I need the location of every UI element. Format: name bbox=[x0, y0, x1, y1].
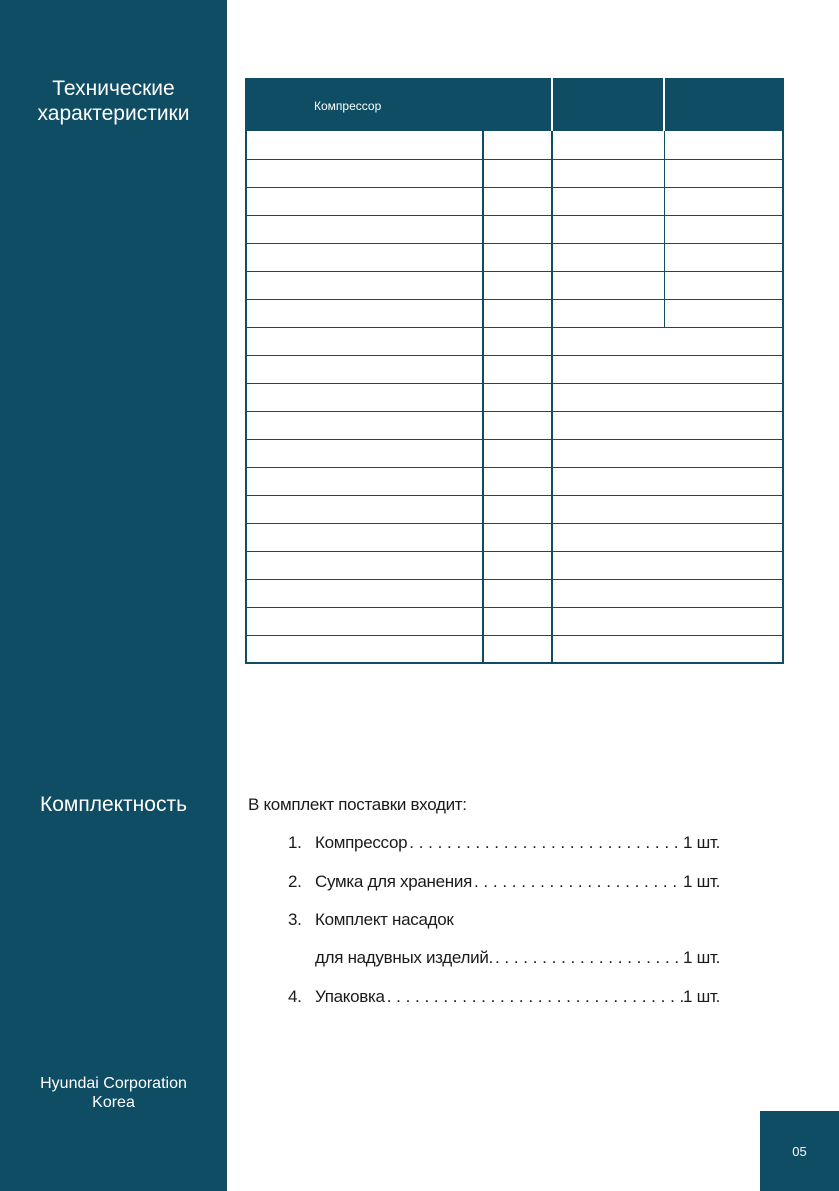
spec-cell bbox=[552, 439, 783, 467]
dot-leader bbox=[385, 987, 683, 1007]
spec-cell bbox=[246, 467, 483, 495]
spec-cell bbox=[483, 551, 552, 579]
spec-cell bbox=[483, 271, 552, 299]
spec-cell bbox=[552, 215, 664, 243]
spec-cell bbox=[483, 327, 552, 355]
kit-item-name: Комплект насадок bbox=[315, 910, 454, 929]
spec-row bbox=[246, 271, 783, 299]
kit-item-name: Компрессор bbox=[315, 833, 408, 852]
spec-cell bbox=[552, 187, 664, 215]
spec-cell bbox=[246, 215, 483, 243]
spec-cell bbox=[246, 355, 483, 383]
spec-cell bbox=[246, 495, 483, 523]
spec-cell bbox=[552, 243, 664, 271]
spec-cell bbox=[483, 131, 552, 159]
spec-cell bbox=[664, 159, 783, 187]
spec-cell bbox=[664, 243, 783, 271]
spec-header-cell bbox=[552, 79, 664, 131]
spec-cell bbox=[483, 299, 552, 327]
spec-row bbox=[246, 635, 783, 663]
spec-cell bbox=[483, 187, 552, 215]
spec-cell bbox=[483, 523, 552, 551]
spec-cell bbox=[246, 579, 483, 607]
spec-row bbox=[246, 467, 783, 495]
spec-row bbox=[246, 187, 783, 215]
spec-cell bbox=[552, 411, 783, 439]
spec-cell bbox=[552, 635, 783, 663]
spec-cell bbox=[246, 523, 483, 551]
spec-cell bbox=[246, 411, 483, 439]
kit-item-qty: 1 шт. bbox=[683, 948, 720, 967]
spec-table-body bbox=[246, 131, 783, 663]
spec-row bbox=[246, 411, 783, 439]
company-name bbox=[0, 1074, 227, 1112]
spec-cell bbox=[483, 215, 552, 243]
spec-cell bbox=[552, 495, 783, 523]
spec-cell bbox=[483, 495, 552, 523]
spec-row bbox=[246, 131, 783, 159]
spec-cell bbox=[483, 467, 552, 495]
page-number-box bbox=[760, 1111, 839, 1191]
spec-cell bbox=[483, 579, 552, 607]
spec-row bbox=[246, 383, 783, 411]
spec-cell bbox=[664, 271, 783, 299]
spec-row bbox=[246, 551, 783, 579]
spec-cell bbox=[552, 551, 783, 579]
spec-row bbox=[246, 579, 783, 607]
spec-cell bbox=[552, 355, 783, 383]
spec-cell bbox=[552, 299, 664, 327]
spec-cell bbox=[246, 439, 483, 467]
kit-item-number: 2. bbox=[288, 872, 302, 891]
spec-cell bbox=[552, 159, 664, 187]
spec-row bbox=[246, 299, 783, 327]
spec-cell bbox=[246, 635, 483, 663]
spec-cell bbox=[246, 607, 483, 635]
spec-cell bbox=[664, 187, 783, 215]
spec-cell bbox=[552, 271, 664, 299]
kit-item-qty: 1 шт. bbox=[683, 833, 720, 852]
spec-cell bbox=[483, 159, 552, 187]
spec-cell bbox=[552, 327, 783, 355]
kit-item-qty: 1 шт. bbox=[683, 987, 720, 1006]
spec-cell bbox=[552, 131, 664, 159]
page-number: 05 bbox=[792, 1143, 807, 1159]
kit-item-continuation bbox=[288, 948, 720, 968]
kit-item-name: Сумка для хранения bbox=[315, 872, 472, 891]
spec-cell bbox=[552, 467, 783, 495]
spec-cell bbox=[246, 159, 483, 187]
company-line-2: Korea bbox=[92, 1094, 135, 1111]
kit-item bbox=[288, 833, 720, 853]
spec-header-cell: Компрессор bbox=[246, 79, 552, 131]
spec-row bbox=[246, 355, 783, 383]
spec-row bbox=[246, 439, 783, 467]
kit-item bbox=[288, 910, 720, 930]
spec-cell bbox=[246, 551, 483, 579]
kit-section-title: Комплектность bbox=[39, 793, 188, 816]
spec-row bbox=[246, 607, 783, 635]
sidebar bbox=[0, 0, 227, 1191]
kit-item bbox=[288, 872, 720, 892]
spec-cell bbox=[664, 131, 783, 159]
spec-row bbox=[246, 327, 783, 355]
spec-cell bbox=[246, 383, 483, 411]
kit-item-name: Упаковка bbox=[315, 987, 385, 1006]
spec-table-header bbox=[246, 79, 783, 131]
spec-cell bbox=[483, 607, 552, 635]
spec-cell bbox=[246, 131, 483, 159]
spec-cell bbox=[483, 411, 552, 439]
kit-item-number: 1. bbox=[288, 833, 302, 852]
kit-item-number: 3. bbox=[288, 910, 302, 929]
spec-cell bbox=[552, 383, 783, 411]
dot-leader bbox=[407, 833, 683, 853]
spec-cell bbox=[483, 383, 552, 411]
spec-cell bbox=[483, 355, 552, 383]
spec-cell bbox=[664, 215, 783, 243]
spec-row bbox=[246, 215, 783, 243]
kit-intro: В комплект поставки входит: bbox=[248, 795, 467, 814]
spec-cell bbox=[552, 579, 783, 607]
spec-cell bbox=[246, 327, 483, 355]
spec-header-cell bbox=[664, 79, 783, 131]
spec-cell bbox=[552, 523, 783, 551]
spec-cell bbox=[483, 439, 552, 467]
dot-leader bbox=[493, 948, 683, 968]
spec-table bbox=[245, 78, 784, 664]
dot-leader bbox=[472, 872, 683, 892]
kit-item-qty: 1 шт. bbox=[683, 872, 720, 891]
spec-cell bbox=[246, 187, 483, 215]
spec-row bbox=[246, 159, 783, 187]
spec-cell bbox=[552, 607, 783, 635]
specs-section-title: Технические характеристики bbox=[37, 77, 190, 125]
spec-cell bbox=[246, 299, 483, 327]
kit-item-number: 4. bbox=[288, 987, 302, 1006]
spec-row bbox=[246, 523, 783, 551]
spec-cell bbox=[664, 299, 783, 327]
spec-cell bbox=[246, 243, 483, 271]
company-line-1: Hyundai Corporation bbox=[40, 1075, 187, 1092]
kit-item bbox=[288, 987, 720, 1007]
spec-row bbox=[246, 243, 783, 271]
spec-cell bbox=[246, 271, 483, 299]
spec-cell bbox=[483, 635, 552, 663]
spec-cell bbox=[483, 243, 552, 271]
kit-item-name-cont: для надувных изделий. bbox=[315, 948, 493, 967]
spec-row bbox=[246, 495, 783, 523]
